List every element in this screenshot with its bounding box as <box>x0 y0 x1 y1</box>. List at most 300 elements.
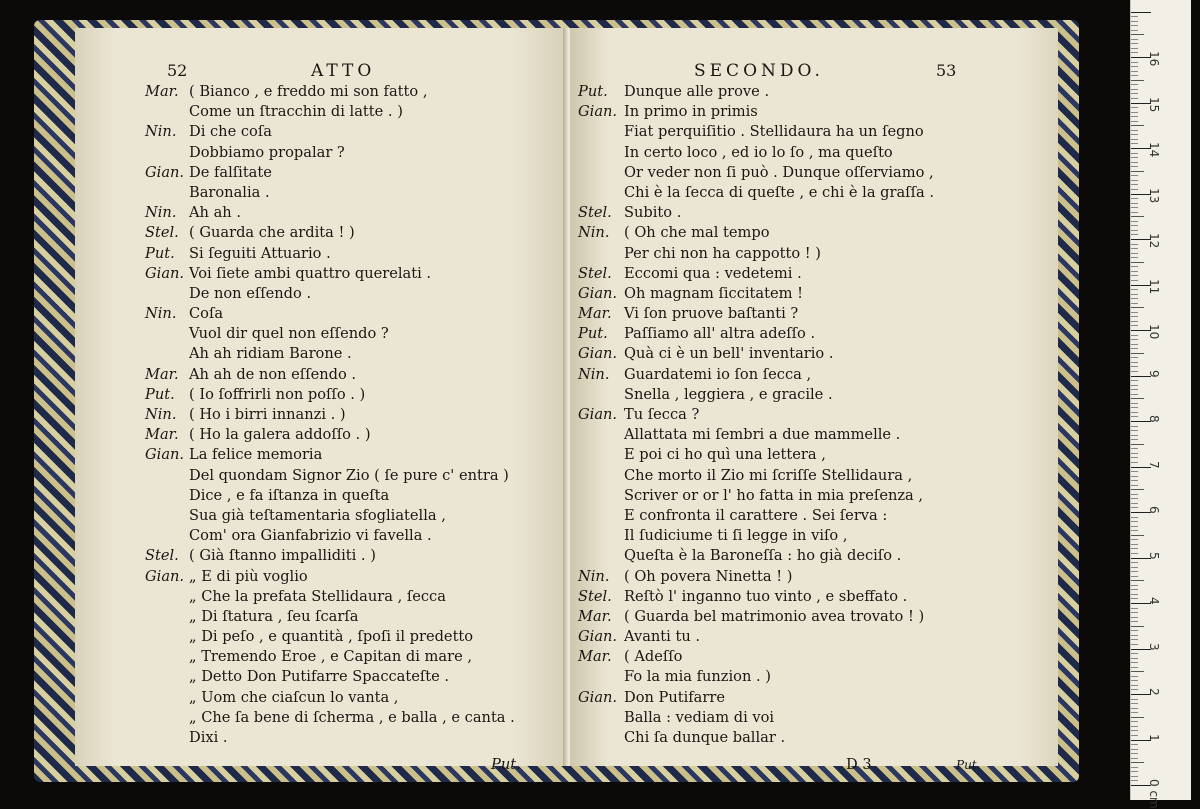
speaker-label: Mar. <box>145 365 179 383</box>
ruler-label: 3 <box>1147 642 1161 651</box>
text-line <box>578 688 934 708</box>
ruler-label: 14 <box>1147 142 1161 158</box>
verse-text: Vi ſon pruove baſtanti ? <box>624 305 799 323</box>
verse-text: Dobbiamo propalar ? <box>189 143 345 161</box>
verse-text: Vuol dir quel non eſſendo ? <box>189 325 389 343</box>
text-line <box>145 102 515 122</box>
speaker-label: Gian. <box>578 628 618 646</box>
speaker-label: Stel. <box>578 264 612 282</box>
ruler-tick <box>1131 71 1138 72</box>
speaker-label: Nin. <box>145 204 177 222</box>
speaker-label: Mar. <box>145 83 179 100</box>
ruler-label: 9 <box>1147 369 1161 378</box>
ruler-tick <box>1131 526 1138 527</box>
verse-text: ( Adeſſo <box>624 648 683 666</box>
verse-text: Quà ci è un bell' inventario . <box>624 345 834 363</box>
verse-text: La felice memoria <box>189 446 323 464</box>
ruler-tick <box>1131 771 1138 772</box>
ruler-tick <box>1131 25 1138 26</box>
ruler-tick <box>1131 253 1138 254</box>
measuring-ruler <box>1130 0 1191 809</box>
verse-text: Or veder non ſi può . Dunque oſſerviamo , <box>624 163 934 181</box>
ruler-tick <box>1131 312 1138 313</box>
ruler-label: 12 <box>1147 233 1161 249</box>
speaker-label: Stel. <box>578 587 612 605</box>
verse-text: Come un ſtracchin di latte . ) <box>189 103 403 121</box>
ruler-tick <box>1131 435 1138 436</box>
ruler-tick <box>1131 403 1138 404</box>
verse-text: Del quondam Signor Zio ( ſe pure c' entra ) <box>189 466 509 484</box>
ruler-tick <box>1131 380 1138 381</box>
text-line <box>578 324 934 344</box>
ruler-tick <box>1131 162 1138 163</box>
ruler-tick <box>1131 394 1138 395</box>
ruler-tick <box>1131 416 1138 417</box>
text-line <box>578 183 934 203</box>
ruler-tick <box>1131 344 1138 345</box>
ruler-tick <box>1131 676 1138 677</box>
ruler-tick <box>1131 503 1138 504</box>
ruler-tick <box>1131 712 1138 713</box>
text-line <box>145 445 515 465</box>
speaker-label: Put. <box>578 325 608 343</box>
ruler-tick <box>1131 585 1138 586</box>
verse-text: Il ſudiciume ti ſi legge in viſo , <box>624 527 848 545</box>
ruler-tick <box>1131 608 1138 609</box>
text-line <box>578 244 934 264</box>
ruler-tick <box>1131 225 1138 226</box>
speaker-label: Nin. <box>578 224 610 242</box>
text-line <box>145 688 515 708</box>
text-line <box>145 143 515 163</box>
verse-text: Snella , leggiera , e gracile . <box>624 385 833 403</box>
ruler-tick <box>1131 494 1138 495</box>
ruler-tick <box>1131 212 1138 213</box>
verse-text: Chi è la ſecca di queſte , e chi è la graſſa . <box>624 183 934 201</box>
text-line <box>578 102 934 122</box>
ruler-tick <box>1131 266 1138 267</box>
verse-text: Baronalia . <box>189 183 270 201</box>
text-line <box>145 567 515 587</box>
ruler-label: 0 cm <box>1147 779 1161 809</box>
ruler-tick <box>1131 703 1138 704</box>
right-text-block <box>578 82 934 748</box>
verse-text: Di che coſa <box>189 123 272 141</box>
ruler-label: 15 <box>1147 96 1161 112</box>
verse-text: Com' ora Gianfabrizio vi favella . <box>189 527 432 545</box>
verse-text: Reſtò l' inganno tuo vinto , e sbeffato . <box>624 587 908 605</box>
speaker-label: Nin. <box>145 123 177 141</box>
ruler-tick <box>1131 758 1138 759</box>
text-line <box>578 647 934 667</box>
text-line <box>145 486 515 506</box>
ruler-tick <box>1131 535 1144 536</box>
text-line <box>578 526 934 546</box>
verse-text: ( Guarda bel matrimonio avea trovato ! ) <box>624 607 925 625</box>
text-line <box>578 466 934 486</box>
ruler-tick <box>1131 371 1138 372</box>
ruler-tick <box>1131 671 1144 672</box>
verse-text: Sua già teſtamentaria sfogliatella , <box>189 506 446 524</box>
ruler-tick <box>1131 12 1151 13</box>
text-line <box>578 344 934 364</box>
ruler-tick <box>1131 43 1138 44</box>
text-line <box>578 82 934 102</box>
verse-text: „ E di più voglio <box>189 567 308 585</box>
speaker-label: Put. <box>145 385 175 403</box>
ruler-tick <box>1131 644 1138 645</box>
speaker-label: Gian. <box>145 567 185 585</box>
speaker-label: Mar. <box>578 648 612 666</box>
ruler-tick <box>1131 548 1138 549</box>
text-line <box>145 647 515 667</box>
ruler-tick <box>1131 21 1138 22</box>
ruler-tick <box>1131 298 1138 299</box>
right-signature-mark: D 3 <box>846 756 872 773</box>
text-line <box>145 122 515 142</box>
speaker-label: Gian. <box>145 264 185 282</box>
ruler-tick <box>1131 744 1138 745</box>
ruler-tick <box>1131 658 1138 659</box>
ruler-label: 1 <box>1147 733 1161 742</box>
ruler-tick <box>1131 230 1138 231</box>
ruler-tick <box>1131 80 1144 81</box>
speaker-label: Mar. <box>578 607 612 625</box>
text-line <box>578 546 934 566</box>
ruler-tick <box>1131 75 1138 76</box>
speaker-label: Stel. <box>578 204 612 222</box>
verse-text: ( Oh che mal tempo <box>624 224 770 242</box>
text-line <box>578 607 934 627</box>
verse-text: E confronta il carattere . Sei ſerva : <box>624 506 888 524</box>
ruler-tick <box>1131 121 1138 122</box>
ruler-tick <box>1131 485 1138 486</box>
verse-text: Paſſiamo all' altra adeſſo . <box>624 325 816 343</box>
ruler-tick <box>1131 62 1138 63</box>
ruler-tick <box>1131 562 1138 563</box>
ruler-tick <box>1131 412 1138 413</box>
verse-text: Guardatemi io ſon ſecca , <box>624 365 812 383</box>
ruler-tick <box>1131 130 1138 131</box>
ruler-label: 11 <box>1147 278 1161 294</box>
verse-text: ( Bianco , e freddo mi son fatto , <box>189 83 428 100</box>
verse-text: Si ſeguiti Attuario . <box>189 244 331 262</box>
ruler-tick <box>1131 112 1138 113</box>
text-line <box>145 284 515 304</box>
speaker-label: Nin. <box>578 567 610 585</box>
speaker-label: Gian. <box>578 406 618 423</box>
verse-text: „ Di peſo , e quantità , ſpoſi il predetto <box>189 628 474 646</box>
right-running-head: SECONDO. <box>694 61 824 81</box>
ruler-tick <box>1131 203 1138 204</box>
ruler-tick <box>1131 166 1138 167</box>
ruler-label: 4 <box>1147 597 1161 605</box>
text-line <box>578 587 934 607</box>
ruler-tick <box>1131 539 1138 540</box>
verse-text: Per chi non ha cappotto ! ) <box>624 244 821 262</box>
ruler-tick <box>1131 598 1138 599</box>
verse-text: Balla : vediam di voi <box>624 708 775 726</box>
ruler-tick <box>1131 30 1138 31</box>
ruler-tick <box>1131 234 1138 235</box>
text-line <box>578 506 934 526</box>
ruler-tick <box>1131 480 1138 481</box>
speaker-label: Stel. <box>145 224 179 242</box>
ruler-tick <box>1131 507 1138 508</box>
ruler-tick <box>1131 667 1138 668</box>
text-line <box>145 425 515 445</box>
verse-text: Subito . <box>624 204 682 222</box>
verse-text: Oh magnam ſiccitatem ! <box>624 284 803 302</box>
text-line <box>145 365 515 385</box>
speaker-label: Gian. <box>578 284 618 302</box>
text-line <box>578 223 934 243</box>
ruler-tick <box>1131 116 1138 117</box>
text-line <box>145 667 515 687</box>
text-line <box>578 304 934 324</box>
text-line <box>145 183 515 203</box>
ruler-tick <box>1131 544 1138 545</box>
ruler-tick <box>1131 398 1144 399</box>
ruler-tick <box>1131 448 1138 449</box>
ruler-tick <box>1131 84 1138 85</box>
verse-text: Ah ah ridiam Barone . <box>189 345 352 363</box>
left-page <box>75 28 570 773</box>
ruler-tick <box>1131 453 1138 454</box>
text-line <box>145 82 515 102</box>
ruler-tick <box>1131 571 1138 572</box>
verse-text: Fiat perquiſitio . Stellidaura ha un ſegno <box>624 123 924 141</box>
ruler-tick <box>1131 294 1138 295</box>
verse-text: Avanti tu . <box>624 628 701 646</box>
ruler-tick <box>1131 617 1138 618</box>
speaker-label: Mar. <box>578 305 612 323</box>
ruler-tick <box>1131 316 1138 317</box>
speaker-label: Gian. <box>578 688 618 706</box>
ruler-tick <box>1131 717 1144 718</box>
text-line <box>578 264 934 284</box>
ruler-tick <box>1131 576 1138 577</box>
text-line <box>578 365 934 385</box>
ruler-tick <box>1131 708 1138 709</box>
text-line <box>145 728 515 748</box>
ruler-tick <box>1131 175 1138 176</box>
text-line <box>145 264 515 284</box>
ruler-tick <box>1131 780 1138 781</box>
ruler-tick <box>1131 407 1138 408</box>
ruler-tick <box>1131 689 1138 690</box>
ruler-tick <box>1131 776 1138 777</box>
text-line <box>145 223 515 243</box>
verse-text: „ Che ſa bene di ſcherma , e balla , e canta . <box>189 708 515 726</box>
ruler-tick <box>1131 153 1138 154</box>
ruler-tick <box>1131 662 1138 663</box>
ruler-tick <box>1131 589 1138 590</box>
ruler-tick <box>1131 685 1138 686</box>
verse-text: ( Già ſtanno impalliditi . ) <box>189 547 376 565</box>
text-line <box>578 203 934 223</box>
ruler-tick <box>1131 639 1138 640</box>
speaker-label: Stel. <box>145 547 179 565</box>
ruler-tick <box>1131 430 1138 431</box>
ruler-tick <box>1131 244 1138 245</box>
text-line <box>578 284 934 304</box>
ruler-tick <box>1131 462 1138 463</box>
ruler-tick <box>1131 699 1138 700</box>
speaker-label: Nin. <box>145 305 177 323</box>
ruler-tick <box>1131 171 1144 172</box>
ruler-tick <box>1131 335 1138 336</box>
ruler-tick <box>1131 749 1138 750</box>
verse-text: Che morto il Zio mi ſcriſſe Stellidaura , <box>624 466 913 484</box>
text-line <box>145 385 515 405</box>
left-running-head: ATTO <box>311 61 376 81</box>
ruler-tick <box>1131 325 1138 326</box>
text-line <box>578 486 934 506</box>
verse-text: ( Oh povera Ninetta ! ) <box>624 567 793 585</box>
ruler-tick <box>1131 366 1138 367</box>
right-page <box>570 28 1058 773</box>
ruler-tick <box>1131 767 1138 768</box>
text-line <box>145 405 515 425</box>
ruler-tick <box>1131 457 1138 458</box>
text-line <box>145 203 515 223</box>
ruler-label: 5 <box>1147 551 1161 560</box>
ruler-tick <box>1131 762 1144 763</box>
ruler-tick <box>1131 612 1138 613</box>
verse-text: „ Detto Don Putifarre Spaccateſte . <box>189 668 450 686</box>
text-line <box>145 708 515 728</box>
ruler-tick <box>1131 471 1138 472</box>
ruler-tick <box>1131 530 1138 531</box>
verse-text: Voi ſiete ambi quattro querelati . <box>189 264 432 282</box>
text-line <box>578 425 934 445</box>
ruler-tick <box>1131 207 1138 208</box>
verse-text: Allattata mi ſembri a due mammelle . <box>624 426 901 444</box>
verse-text: Dixi . <box>189 729 228 746</box>
ruler-tick <box>1131 626 1144 627</box>
verse-text: ( Ho la galera addoſſo . ) <box>189 426 371 444</box>
ruler-tick <box>1131 567 1138 568</box>
ruler-tick <box>1131 726 1138 727</box>
ruler-tick <box>1131 580 1144 581</box>
ruler-tick <box>1131 184 1138 185</box>
verse-text: „ Uom che ciaſcun lo vanta , <box>189 688 399 706</box>
ruler-tick <box>1131 362 1138 363</box>
ruler-tick <box>1131 257 1138 258</box>
ruler-tick <box>1131 553 1138 554</box>
ruler-tick <box>1131 157 1138 158</box>
ruler-tick <box>1131 66 1138 67</box>
ruler-tick <box>1131 594 1138 595</box>
verse-text: Chi ſa dunque ballar . <box>624 729 786 746</box>
verse-text: Ah ah de non eſſendo . <box>189 365 357 383</box>
left-catchword: Put. <box>491 756 521 773</box>
text-line <box>145 244 515 264</box>
speaker-label: Gian. <box>578 103 618 121</box>
right-catchword: Put. <box>956 758 981 772</box>
verse-text: ( Io ſoffrirli non poſſo . ) <box>189 385 366 403</box>
ruler-tick <box>1131 476 1138 477</box>
ruler-tick <box>1131 16 1138 17</box>
ruler-tick <box>1131 125 1144 126</box>
ruler-tick <box>1131 517 1138 518</box>
ruler-tick <box>1131 630 1138 631</box>
text-line <box>578 163 934 183</box>
verse-text: Scriver or or l' ho fatta in mia preſenza , <box>624 486 924 504</box>
ruler-tick <box>1131 275 1138 276</box>
ruler-tick <box>1131 52 1138 53</box>
verse-text: Dunque alle prove . <box>624 83 770 100</box>
verse-text: De non eſſendo . <box>189 284 312 302</box>
ruler-tick <box>1131 680 1138 681</box>
text-line <box>145 304 515 324</box>
ruler-tick <box>1131 189 1138 190</box>
ruler-tick <box>1131 221 1138 222</box>
text-line <box>578 143 934 163</box>
text-line <box>145 587 515 607</box>
ruler-tick <box>1131 34 1144 35</box>
ruler-tick <box>1131 653 1138 654</box>
ruler-tick <box>1131 307 1144 308</box>
ruler-tick <box>1131 303 1138 304</box>
ruler-tick <box>1131 107 1138 108</box>
ruler-tick <box>1131 89 1138 90</box>
ruler-tick <box>1131 444 1144 445</box>
ruler-tick <box>1131 262 1144 263</box>
speaker-label: Gian. <box>578 345 618 363</box>
right-page-number: 53 <box>936 61 957 80</box>
ruler-label: 7 <box>1147 460 1161 469</box>
ruler-tick <box>1131 198 1138 199</box>
text-line <box>578 385 934 405</box>
text-line <box>145 607 515 627</box>
verse-text: E poi ci ho quì una lettera , <box>624 446 826 464</box>
ruler-tick <box>1131 271 1138 272</box>
ruler-tick <box>1131 48 1138 49</box>
speaker-label: Nin. <box>145 406 177 423</box>
ruler-tick <box>1131 385 1138 386</box>
ruler-tick <box>1131 521 1138 522</box>
text-line <box>578 567 934 587</box>
ruler-tick <box>1131 139 1138 140</box>
speaker-label: Mar. <box>145 426 179 444</box>
speaker-label: Gian. <box>145 446 185 464</box>
ruler-label: 10 <box>1147 324 1161 340</box>
ruler-label: 2 <box>1147 688 1161 696</box>
text-line <box>578 708 934 728</box>
verse-text: Fo la mia funzion . ) <box>624 668 771 686</box>
ruler-tick <box>1131 753 1138 754</box>
ruler-label: 8 <box>1147 415 1161 423</box>
verse-text: Eccomi qua : vedetemi . <box>624 264 802 282</box>
ruler-tick <box>1131 621 1138 622</box>
ruler-tick <box>1131 498 1138 499</box>
ruler-label: 13 <box>1147 187 1161 203</box>
speaker-label: Gian. <box>145 163 185 181</box>
left-text-block <box>145 82 515 748</box>
verse-text: „ Che la prefata Stellidaura , ſecca <box>189 587 446 605</box>
text-line <box>145 627 515 647</box>
ruler-tick <box>1131 357 1138 358</box>
verse-text: Dice , e fa iſtanza in queſta <box>189 486 390 504</box>
ruler-tick <box>1131 321 1138 322</box>
ruler-tick <box>1131 439 1138 440</box>
speaker-label: Put. <box>578 83 608 100</box>
ruler-tick <box>1131 216 1144 217</box>
speaker-label: Put. <box>145 244 175 262</box>
verse-text: In primo in primis <box>624 103 758 121</box>
